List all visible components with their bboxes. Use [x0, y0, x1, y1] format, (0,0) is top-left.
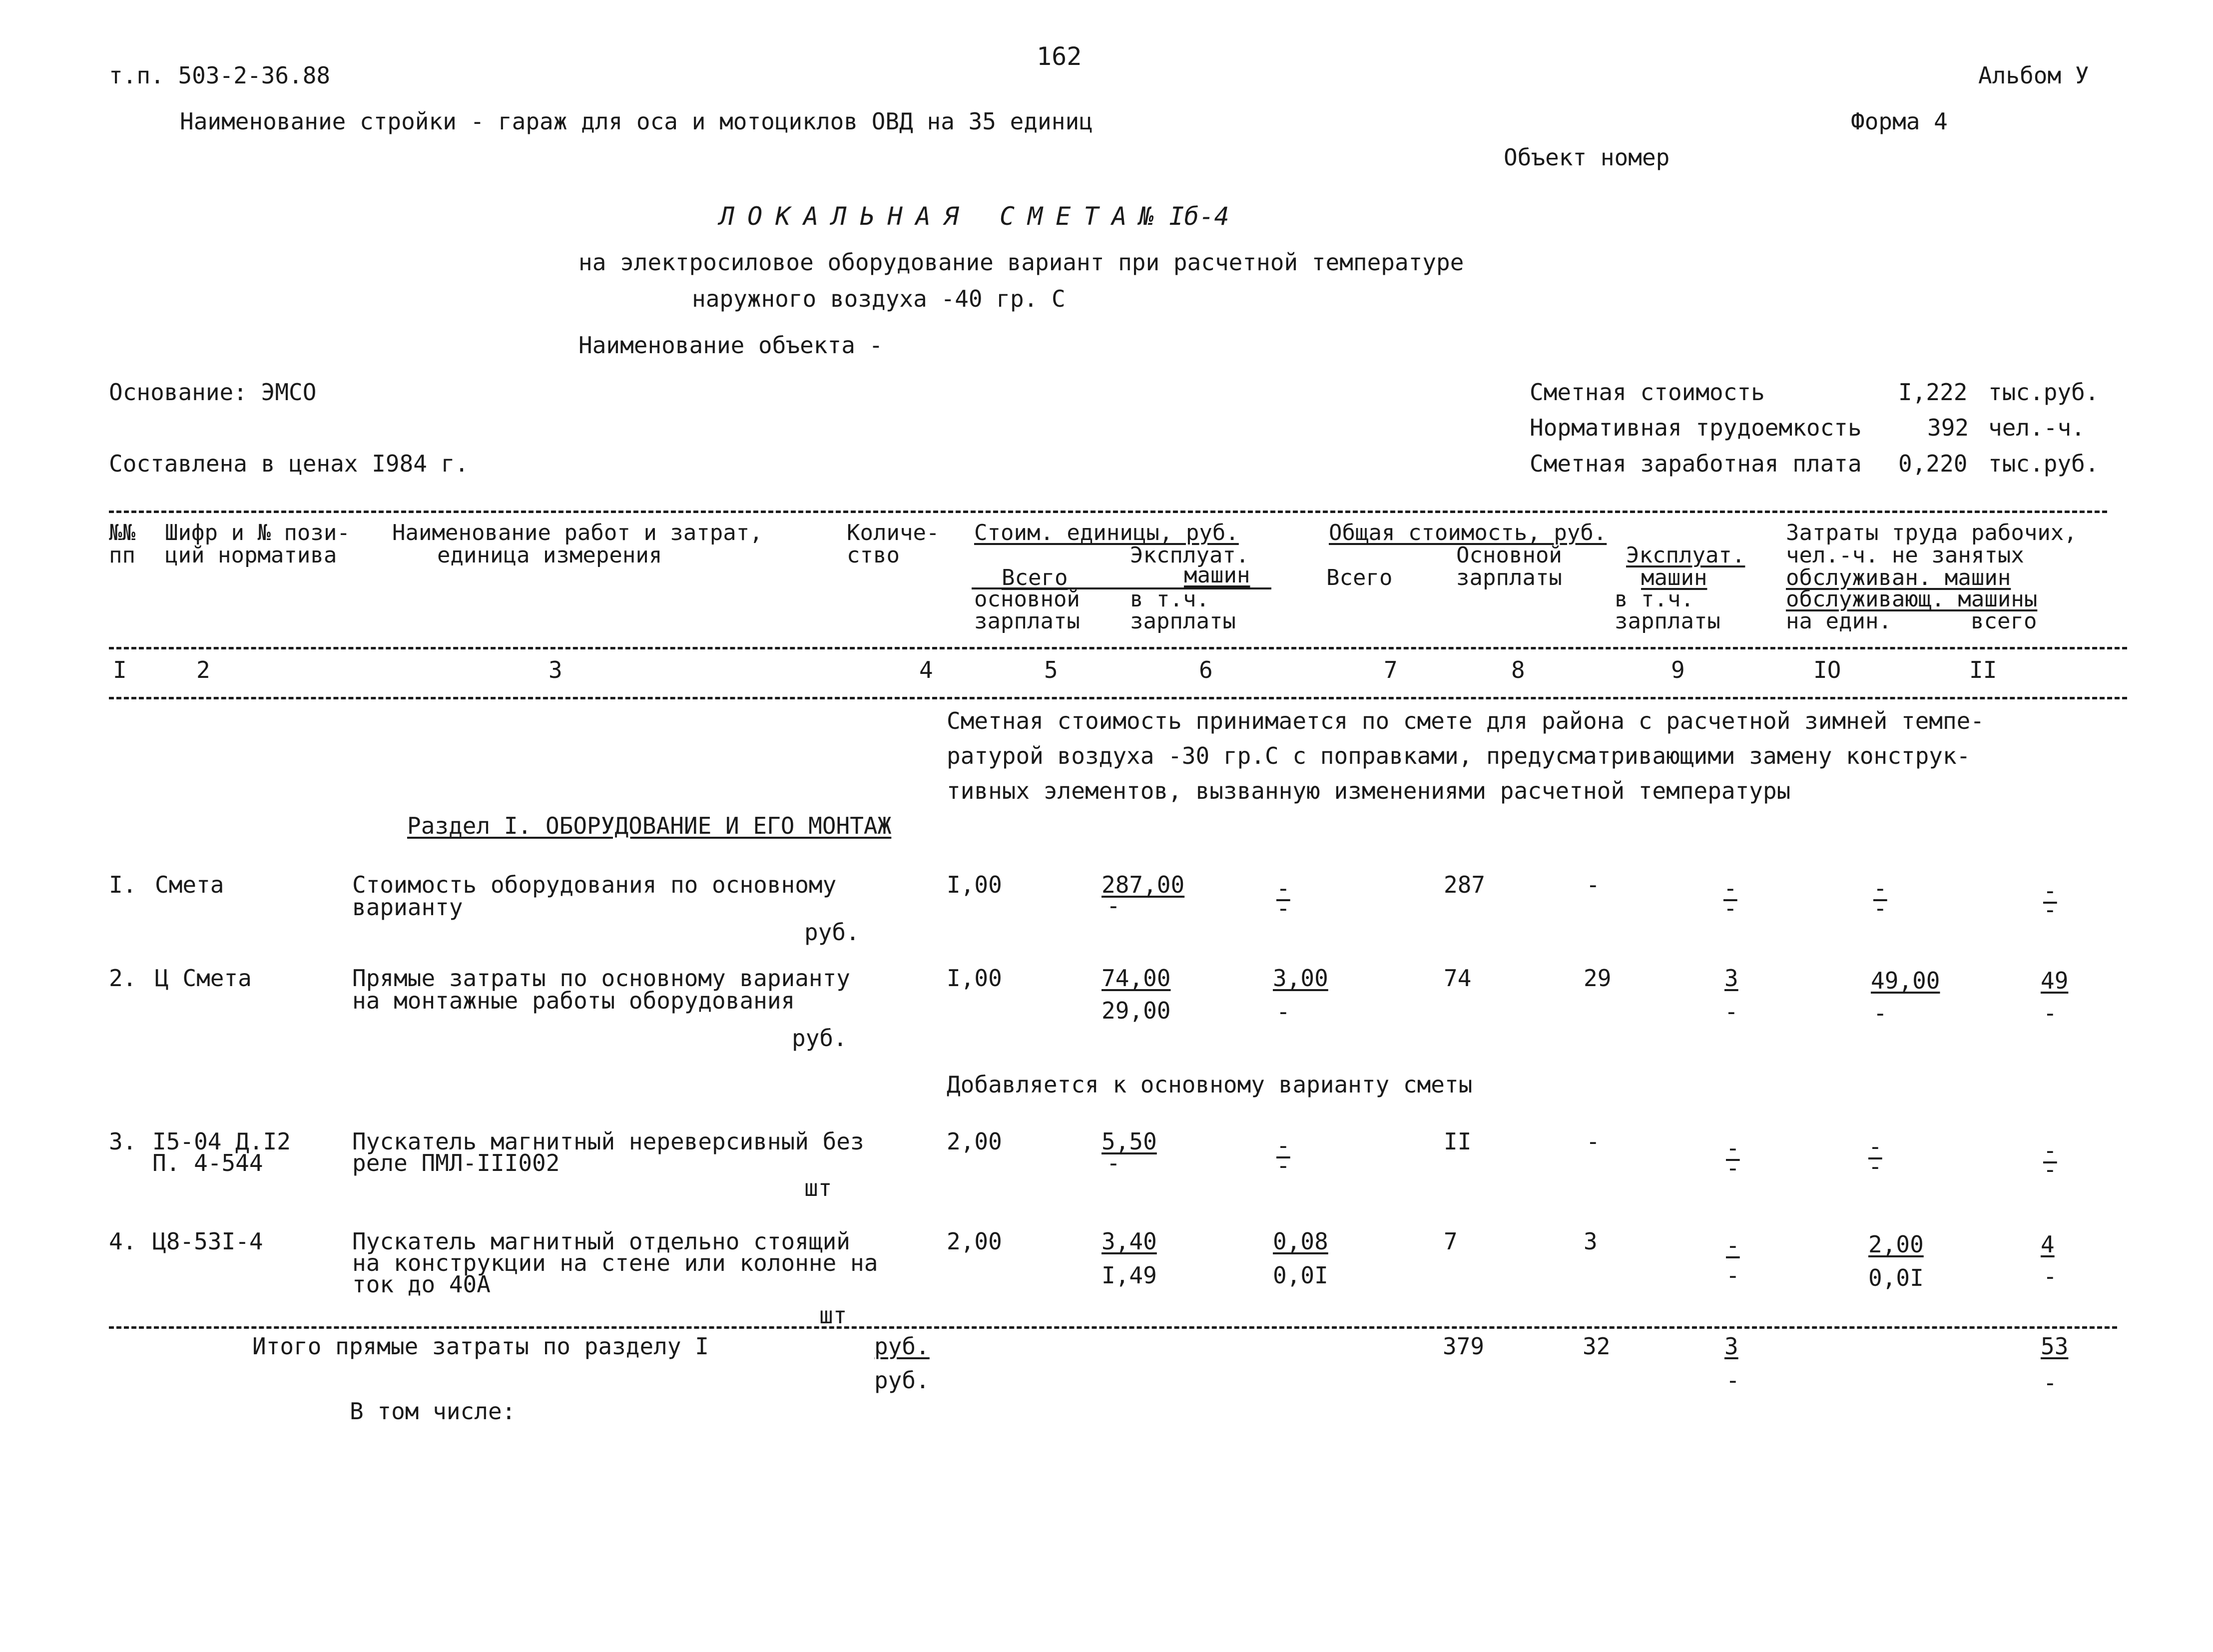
- row-c10b: 0,0I: [1868, 1264, 1924, 1291]
- row-c9b: -: [1723, 895, 1737, 922]
- total-unit-2: руб.: [874, 1367, 930, 1394]
- row-c5: 3,40: [1102, 1228, 1157, 1255]
- col9-head-a: Эксплуат.: [1626, 543, 1745, 568]
- row-c5: 287,00: [1102, 871, 1185, 898]
- row-c6: 3,00: [1273, 965, 1328, 992]
- row-c9: -: [1726, 1134, 1740, 1161]
- row-name-1: Стоимость оборудования по основному: [352, 871, 837, 898]
- estimate-subtitle-1: на электросиловое оборудование вариант при расчетной температуре: [578, 249, 1464, 276]
- row-c10b: -: [1873, 895, 1887, 922]
- summary-wage-value: 0,220: [1898, 450, 1968, 477]
- note-line-3: тивных элементов, вызванную изменениями расчетной температуры: [947, 777, 1791, 804]
- row-code: Смета: [155, 871, 224, 898]
- col5-head-base-a: основной: [974, 586, 1080, 612]
- total-c11b: -: [2043, 1369, 2057, 1396]
- row-code-2: П. 4-544: [152, 1149, 263, 1176]
- col9-head-b: машин: [1641, 565, 1707, 590]
- col5-head-base-b: зарплаты: [974, 608, 1080, 634]
- row-name-2: на монтажные работы оборудования: [352, 987, 795, 1014]
- row-c11: -: [2043, 1137, 2057, 1164]
- row-num: 4.: [109, 1228, 137, 1255]
- row-name-1: Пускатель магнитный нереверсивный без: [352, 1128, 864, 1155]
- row-c6: 0,08: [1273, 1228, 1328, 1255]
- row-c10b: -: [1868, 1153, 1882, 1180]
- row-name-2: варианту: [352, 894, 463, 921]
- col3-head-b: единица измерения: [437, 543, 662, 568]
- note-line-2: ратурой воздуха -30 гр.С с поправками, предусматривающими замену конструк-: [947, 742, 1971, 769]
- row-c8: -: [1586, 1128, 1600, 1155]
- row-c8: 3: [1584, 1228, 1598, 1255]
- colnum-7: 7: [1384, 656, 1398, 683]
- row-qty: I,00: [947, 871, 1002, 898]
- project-code: т.п. 503-2-36.88: [109, 62, 331, 89]
- colnum-9: 9: [1671, 656, 1685, 683]
- row-c7: II: [1444, 1128, 1472, 1155]
- row-c6b: 0,0I: [1273, 1262, 1328, 1289]
- col10-head-c: обслуживан. машин: [1786, 565, 2011, 590]
- colnum-5: 5: [1044, 656, 1058, 683]
- row-c11b: -: [2043, 1000, 2057, 1027]
- row-c10: 49,00: [1871, 967, 1940, 994]
- col8-head-b: зарплаты: [1456, 565, 1562, 590]
- construction-name: Наименование стройки - гараж для оса и мотоциклов ОВД на 35 единиц: [180, 108, 1093, 135]
- row-name-3: ток до 40А: [352, 1271, 491, 1298]
- col9-head-incl-b: зарплаты: [1615, 608, 1720, 634]
- row-c5b: I,49: [1102, 1262, 1157, 1289]
- col6-head-incl-b: зарплаты: [1130, 608, 1236, 634]
- colnum-1: I: [113, 656, 127, 683]
- row-qty: I,00: [947, 965, 1002, 992]
- header-bottom-rule: [109, 697, 2127, 699]
- row-name-2: на конструкции на стене или колонне на: [352, 1249, 878, 1276]
- row-c5b: -: [1106, 1149, 1120, 1176]
- page-number: 162: [1037, 42, 1082, 71]
- row-c6: -: [1276, 875, 1290, 902]
- row-unit: руб.: [792, 1025, 847, 1052]
- row-unit: шт: [804, 1174, 832, 1201]
- col2-head-a: Шифр и № пози-: [165, 520, 350, 546]
- col11-head-all: всего: [1971, 608, 2037, 634]
- col4-head-b: ство: [847, 543, 900, 568]
- summary-labor-value: 392: [1927, 414, 1969, 441]
- summary-labor-label: Нормативная трудоемкость: [1530, 414, 1862, 441]
- summary-cost-value: I,222: [1898, 379, 1968, 406]
- row-name-1: Пускатель магнитный отдельно стоящий: [352, 1228, 850, 1255]
- col10-head-a: Затраты труда рабочих,: [1786, 520, 2077, 546]
- basis: Основание: ЭМСО: [109, 379, 317, 406]
- row-code: Ц Смета: [155, 965, 252, 992]
- summary-cost-label: Сметная стоимость: [1530, 379, 1765, 406]
- row-c7: 74: [1444, 965, 1472, 992]
- unit-cost-head: Стоим. единицы, руб.: [974, 520, 1239, 546]
- row-c11b: -: [2043, 896, 2057, 923]
- row-c7: 287: [1444, 871, 1486, 898]
- row-c11: 4: [2041, 1231, 2055, 1258]
- col5-head-total: Всего: [1002, 565, 1068, 590]
- row-code: Ц8-53I-4: [152, 1228, 263, 1255]
- row-c6b: -: [1276, 895, 1290, 922]
- row-c5b: 29,00: [1102, 997, 1171, 1024]
- object-number: Объект номер: [1504, 144, 1670, 171]
- form-label: Форма 4: [1851, 108, 1948, 135]
- price-base: Составлена в ценах I984 г.: [109, 450, 469, 477]
- object-name: Наименование объекта -: [578, 332, 883, 359]
- col6-head-b: машин: [1184, 562, 1250, 588]
- row-c11: -: [2043, 877, 2057, 904]
- row-c10: -: [1868, 1133, 1882, 1160]
- added-note: Добавляется к основному варианту сметы: [947, 1071, 1473, 1098]
- album-label: Альбом У: [1978, 62, 2089, 89]
- colnum-6: 6: [1199, 656, 1213, 683]
- row-qty: 2,00: [947, 1228, 1002, 1255]
- estimate-title: ЛОКАЛЬНАЯ СМЕТА: [719, 202, 1140, 231]
- row-c5: 74,00: [1102, 965, 1171, 992]
- row-unit: шт: [819, 1302, 847, 1329]
- row-c6b: -: [1276, 998, 1290, 1025]
- row-c9: -: [1723, 875, 1737, 902]
- row-c9b: -: [1724, 998, 1738, 1025]
- row-num: I.: [109, 871, 137, 898]
- row-c8: 29: [1584, 965, 1612, 992]
- row-c9: -: [1726, 1232, 1740, 1259]
- row-c9b: -: [1726, 1262, 1740, 1289]
- row-name-2: реле ПМЛ-III002: [352, 1149, 560, 1176]
- col1-head-a: №№: [109, 520, 135, 546]
- including-label: В том числе:: [350, 1398, 516, 1425]
- row-code: I5-04 Д.I2: [152, 1128, 291, 1155]
- summary-wage-label: Сметная заработная плата: [1530, 450, 1862, 477]
- row-c7: 7: [1444, 1228, 1458, 1255]
- total-rule: [109, 1326, 2117, 1329]
- col7-head: Всего: [1326, 565, 1393, 590]
- row-c9b: -: [1726, 1154, 1740, 1181]
- total-c9b: -: [1726, 1367, 1740, 1394]
- note-line-1: Сметная стоимость принимается по смете для района с расчетной зимней темпе-: [947, 707, 1985, 734]
- total-c9: 3: [1724, 1333, 1738, 1360]
- header-mid-rule: [109, 647, 2127, 649]
- col10-head-b: чел.-ч. не занятых: [1786, 543, 2024, 568]
- row-c8: -: [1586, 871, 1600, 898]
- row-c5b: -: [1106, 892, 1120, 919]
- col2-head-b: ций норматива: [165, 543, 337, 568]
- total-c8: 32: [1583, 1333, 1611, 1360]
- row-num: 2.: [109, 965, 137, 992]
- row-name-1: Прямые затраты по основному варианту: [352, 965, 850, 992]
- summary-cost-unit: тыс.руб.: [1988, 379, 2099, 406]
- col3-head-a: Наименование работ и затрат,: [392, 520, 763, 546]
- col6-head-incl-a: в т.ч.: [1130, 586, 1209, 612]
- col1-head-b: пп: [109, 543, 135, 568]
- colnum-3: 3: [549, 656, 562, 683]
- total-unit-1: руб.: [874, 1333, 930, 1360]
- header-top-rule: [109, 511, 2107, 513]
- colnum-2: 2: [196, 656, 210, 683]
- colnum-8: 8: [1511, 656, 1525, 683]
- total-c7: 379: [1443, 1333, 1485, 1360]
- row-c6: -: [1276, 1132, 1290, 1159]
- estimate-number: № Iб-4: [1139, 202, 1229, 231]
- row-c6b: -: [1276, 1152, 1290, 1179]
- row-c11b: -: [2043, 1263, 2057, 1290]
- col4-head-a: Количе-: [847, 520, 940, 546]
- summary-wage-unit: тыс.руб.: [1988, 450, 2099, 477]
- row-c9: 3: [1724, 965, 1738, 992]
- row-c5: 5,50: [1102, 1128, 1157, 1155]
- col8-head-a: Основной: [1456, 543, 1562, 568]
- col10-head-d: обслуживающ. машины: [1786, 586, 2038, 612]
- colnum-11: II: [1969, 656, 1997, 683]
- col10-head-per-unit: на един.: [1786, 608, 1892, 634]
- unit-cost-rule: [972, 587, 1271, 589]
- row-c10: -: [1873, 875, 1887, 902]
- total-c11: 53: [2041, 1333, 2069, 1360]
- row-unit: руб.: [804, 919, 860, 946]
- summary-labor-unit: чел.-ч.: [1988, 414, 2085, 441]
- section-title: Раздел I. ОБОРУДОВАНИЕ И ЕГО МОНТАЖ: [407, 812, 892, 839]
- row-c10b: -: [1873, 1000, 1887, 1027]
- col9-head-incl-a: в т.ч.: [1615, 586, 1694, 612]
- row-c10: 2,00: [1868, 1231, 1924, 1258]
- total-label: Итого прямые затраты по разделу I: [252, 1333, 709, 1360]
- row-qty: 2,00: [947, 1128, 1002, 1155]
- colnum-4: 4: [919, 656, 933, 683]
- colnum-10: IO: [1813, 656, 1841, 683]
- row-c11: 49: [2041, 967, 2069, 994]
- col6-head-a: Эксплуат.: [1130, 543, 1249, 568]
- row-c11b: -: [2043, 1156, 2057, 1183]
- estimate-subtitle-2: наружного воздуха -40 гр. С: [692, 285, 1066, 312]
- row-num: 3.: [109, 1128, 137, 1155]
- total-cost-head: Общая стоимость, руб.: [1329, 520, 1607, 546]
